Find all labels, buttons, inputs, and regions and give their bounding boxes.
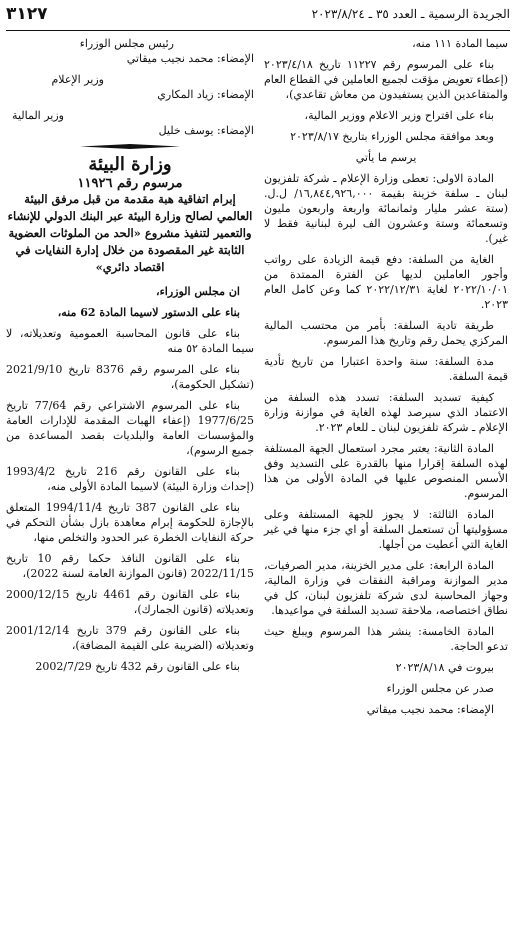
advance-payment-method: طريقة تادية السلفة: بأمر من محتسب المالية المركزي يحمل رقم وتاريخ هذا المرسوم.	[264, 319, 508, 347]
ornament-divider	[80, 144, 180, 149]
page-header	[6, 4, 510, 28]
paragraph: بناء على المرسوم رقم ١١٢٢٧ تاريخ ٢٠٢٣/٤/١٨ (إعطاء تعويض مؤقت لجميع العاملين في القطاع العام والمتقاعدين الذين يستفيدون من معاش تقاعدي)،	[264, 58, 508, 101]
signer-role: وزير المالية	[12, 109, 64, 122]
paragraph: بناء على اقتراح وزير الاعلام ووزير المالية،	[304, 109, 494, 122]
signature-line: الإمضاء: محمد نجيب ميقاتي	[366, 703, 494, 716]
paragraph: بناء على القانون رقم 216 تاريخ 1993/4/2 (إحداث وزارة البيئة) لاسيما المادة الأولى منه،	[6, 465, 254, 493]
article-5: المادة الخامسة: ينشر هذا المرسوم ويبلغ حيث تدعو الحاجة.	[264, 625, 508, 653]
paragraph: ان مجلس الوزراء،	[156, 285, 240, 298]
article-3: المادة الثالثة: لا يجوز للجهة المستلفة وعلى مسؤوليتها أن تستعمل السلفة أو اي جزء منها في غير الغاية التي أعطيت من أجلها.	[264, 508, 508, 551]
paragraph: بناء على القانون رقم 432 تاريخ 2002/7/29	[35, 660, 240, 673]
paragraph: بناء على قانون المحاسبة العمومية وتعديلاته، لا سيما المادة ٥٢ منه	[6, 327, 254, 355]
ministry-heading: وزارة البيئة	[88, 154, 172, 175]
header-divider	[6, 30, 510, 31]
gazette-title: الجريدة الرسمية ـ العدد ٣٥ ـ ٢٠٢٣/٨/٢٤	[311, 7, 510, 21]
paragraph: بناء على المرسوم رقم 8376 تاريخ 2021/9/10 (تشكيل الحكومة)،	[6, 363, 254, 391]
decree-number: مرسوم رقم ١١٩٢٦	[77, 176, 183, 191]
article-2: المادة الثانية: يعتبر مجرد استعمال الجهة المستلفة لهذه السلفة إقرارا منها بالقدرة على التسديد وفق الأسس المنصوص عليها في المادة الأولى من هذا المرسوم.	[264, 442, 508, 500]
signer-name: الإمضاء: محمد نجيب ميقاتي	[126, 52, 254, 65]
issued-by: صدر عن مجلس الوزراء	[386, 682, 494, 695]
paragraph: بناء على القانون رقم 379 تاريخ 2001/12/14 وتعديلاته (الضريبة على القيمة المضافة)،	[6, 624, 254, 652]
paragraph: وبعد موافقة مجلس الوزراء بتاريخ ٢٠٢٣/٨/١٧	[290, 130, 494, 143]
signer-role: وزير الإعلام	[51, 73, 104, 86]
right-column	[264, 36, 508, 723]
left-column	[6, 36, 254, 680]
advance-duration: مدة السلفة: سنة واحدة اعتبارا من تاريخ تأدية قيمة السلفة.	[264, 355, 508, 383]
signer-name: الإمضاء: زياد المكاري	[157, 88, 254, 101]
advance-purpose: الغاية من السلفة: دفع قيمة الزيادة على رواتب وأجور العاملين لديها عن الفترة الممتدة من ٢٠٢٢/١٠/٠١ لغاية ٢٠٢٢/١٢/٣١ كما وعن كامل العام ٢٠٢٣.	[264, 253, 509, 311]
date-line: بيروت في ٢٠٢٣/٨/١٨	[395, 661, 494, 674]
paragraph: بناء على القانون 387 تاريخ 1994/11/4 المتعلق بالإجازة للحكومة إبرام معاهدة بازل بشأن التحكم في حركة النفايات الخطرة عبر الحدود والتخلص منها،	[6, 501, 254, 544]
signer-role: رئيس مجلس الوزراء	[79, 37, 174, 50]
paragraph: بناء على القانون رقم 4461 تاريخ 2000/12/15 وتعديلاته (قانون الجمارك)،	[6, 588, 254, 616]
article-4: المادة الرابعة: على مدير الخزينة، مدير الصرفيات، مدير الموازنة ومراقبة النفقات في وزارة المالية، وجهاز المحاسبة لدى شركة تلفزيون لبنان، كل في نطاق اختصاصه، ملاحقة تسديد السلفة في مواعيدها.	[264, 559, 508, 617]
paragraph: بناء على المرسوم الاشتراعي رقم 77/64 تاريخ 1977/6/25 (إعفاء الهبات المقدمة للإدارات العامة والمؤسسات العامة والبلديات بقصد المساعدة من جميع الرسوم)،	[6, 399, 254, 457]
decree-title: إبرام اتفاقية هبة مقدمة من قبل مرفق البيئة العالمي لصالح وزارة البيئة عبر البنك الدولي للإنشاء والتعمير لتنفيذ مشروع «الحد من الملوثات العضوية الثابتة غير المقصودة من خلال إدارة النفايات في اقتصاد دائري»	[7, 192, 253, 274]
signature-block	[6, 72, 254, 102]
paragraph: بناء على الدستور لاسيما المادة 62 منه،	[57, 306, 240, 319]
page-number: ٣١٢٧	[6, 4, 48, 24]
paragraph: سيما المادة ١١١ منه،	[412, 37, 508, 50]
decree-formula: يرسم ما يأتي	[355, 151, 417, 164]
signature-block	[6, 108, 254, 138]
signature-block	[6, 36, 254, 66]
advance-repayment: كيفية تسديد السلفة: تسدد هذه السلفة من الاعتماد الذي سيرصد لهذه الغاية في موازنة وزارة الإعلام ـ شركة تلفزيون لبنان ـ للعام ٢٠٢٣.	[264, 391, 508, 434]
paragraph: بناء على القانون النافذ حكما رقم 10 تاريخ 2022/11/15 (قانون الموازنة العامة لسنة 2022)،	[6, 552, 254, 580]
signer-name: الإمضاء: يوسف خليل	[158, 124, 254, 137]
article-1: المادة الاولى: تعطى وزارة الإعلام ـ شركة تلفزيون لبنان ـ سلفة خزينة بقيمة ١٦,٨٤٤,٩٢٦,٠٠٠/ ل.ل. (ستة عشر مليار وثمانمائة واربعة واربعون مليون وتسعمائة وستة وعشرون الف ليرة لبنانية فقط لا غير).	[264, 172, 508, 245]
